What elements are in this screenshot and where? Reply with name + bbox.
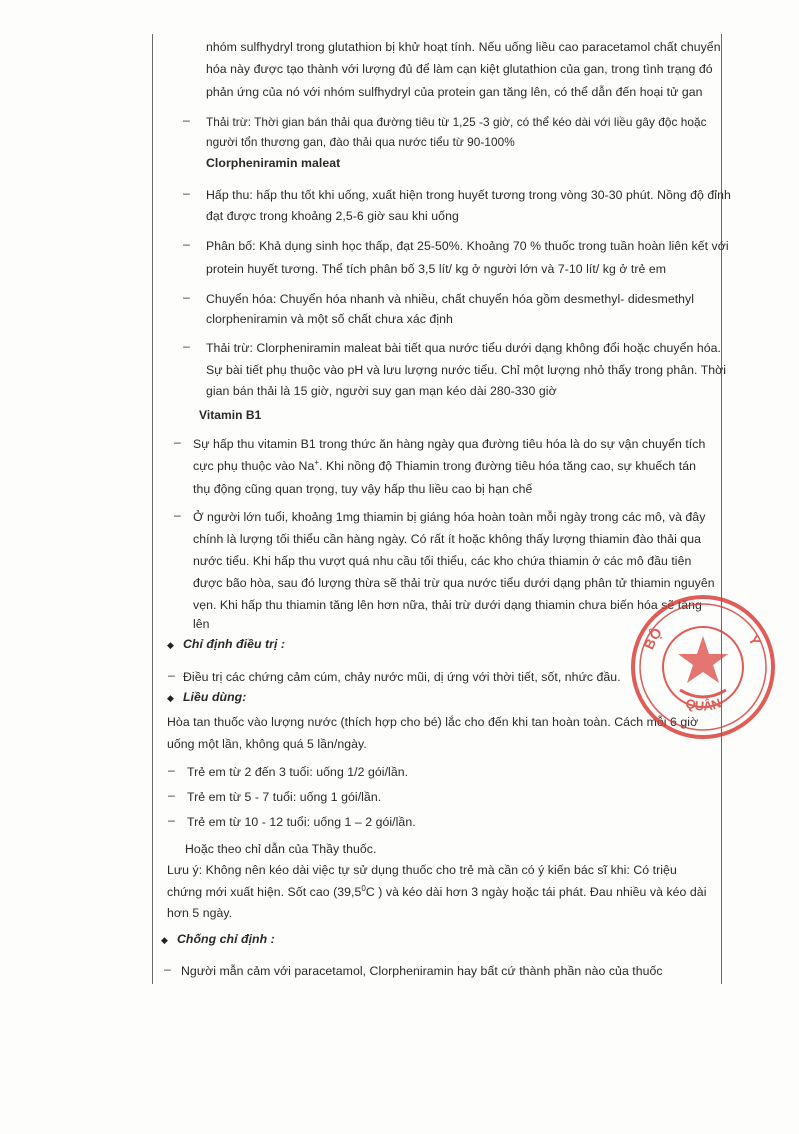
paragraph-line: chính là lượng tối thiểu cần hàng ngày. Có rất ít hoặc không thấy lượng thiamin đào thải qua (193, 532, 701, 546)
paragraph-line: hóa này được tạo thành với lượng đủ để làm cạn kiệt glutathion của gan, trong tình trạng đó (206, 62, 713, 76)
stamp-star-icon (678, 636, 728, 683)
paragraph-line: protein huyết tương. Thể tích phân bố 3,5 lít/ kg ở người lớn và 7-10 lít/ kg ở trẻ em (206, 262, 667, 276)
stamp-text-left: BỘ (640, 624, 666, 652)
diamond-bullet-icon: ◆ (161, 935, 168, 945)
paragraph-line: Hoặc theo chỉ dẫn của Thầy thuốc. (185, 842, 377, 856)
paragraph-line: Thải trừ: Thời gian bán thải qua đường tiêu từ 1,25 -3 giờ, có thể kéo dài với liều gây độc hoặc (206, 115, 707, 129)
paragraph-line: phản ứng của nó với nhóm sulfhydryl của protein gan tăng lên, có thể dẫn đến hoại tử gan (206, 85, 703, 99)
superscript: 0 (361, 883, 366, 893)
dash-bullet: – (168, 763, 175, 777)
dash-bullet: – (168, 813, 175, 827)
paragraph-line-part: chứng mới xuất hiện. Sốt cao (39,5 (167, 885, 362, 899)
section-heading: Vitamin B1 (199, 408, 262, 422)
dash-bullet: – (183, 186, 190, 200)
dash-bullet: – (183, 113, 190, 127)
section-heading: Chống chỉ định : (177, 932, 275, 946)
superscript: + (314, 457, 320, 467)
dash-bullet: – (174, 508, 181, 522)
dash-bullet: – (183, 339, 190, 353)
paragraph-line: Hòa tan thuốc vào lượng nước (thích hợp cho bé) lắc cho đến khi tan hoàn toàn. Cách mỗi 6 giờ (167, 715, 699, 729)
dose-line: Trẻ em từ 10 - 12 tuổi: uống 1 – 2 gói/lần. (187, 815, 416, 829)
dose-line: Trẻ em từ 2 đến 3 tuổi: uống 1/2 gói/lần. (187, 765, 409, 779)
section-heading: Liều dùng: (183, 690, 247, 704)
paragraph-line: được bão hòa, sau đó lượng thừa sẽ thải trừ qua nước tiểu dưới dạng phân tử thiamin nguyên (193, 576, 715, 590)
stamp-emblem-base (680, 690, 726, 697)
paragraph-line: Ở người lớn tuổi, khoảng 1mg thiamin bị giáng hóa hoàn toàn mỗi ngày trong các mô, và đây (193, 510, 706, 524)
paragraph-line: vẹn. Khi hấp thu thiamin tăng lên hơn nữa, thải trừ dưới dạng thiamin chưa biến hóa sẽ tăng (193, 598, 702, 612)
paragraph-line: nhóm sulfhydryl trong glutathion bị khử hoạt tính. Nếu uống liều cao paracetamol chất chuyển (206, 40, 721, 54)
section-heading: Clorpheniramin maleat (206, 156, 341, 170)
paragraph-line-part: cực phụ thuộc vào Na (193, 459, 315, 473)
dose-line: Trẻ em từ 5 - 7 tuổi: uống 1 gói/lần. (187, 790, 382, 804)
paragraph-line (167, 884, 706, 900)
diamond-bullet-icon: ◆ (167, 693, 174, 703)
paragraph-line (193, 458, 696, 474)
paragraph-line-part: C ) và kéo dài hơn 3 ngày hoặc tái phát. Đau nhiều và kéo dài (365, 885, 707, 899)
paragraph-line: Chuyển hóa: Chuyển hóa nhanh và nhiều, chất chuyển hóa gồm desmethyl- didesmethyl (206, 292, 695, 306)
paragraph-line: Phân bố: Khả dụng sinh học thấp, đạt 25-50%. Khoảng 70 % thuốc trong tuần hoàn liên kết với (206, 239, 729, 253)
paragraph-line: clorpheniramin và một số chất chưa xác định (206, 312, 453, 326)
paragraph-line: uống một lần, không quá 5 lần/ngày. (167, 737, 367, 751)
paragraph-line: Thải trừ: Clorpheniramin maleat bài tiết qua nước tiểu dưới dạng không đổi hoặc chuyển hóa. (206, 341, 721, 355)
paragraph-line: hơn 5 ngày. (167, 906, 233, 920)
paragraph-line: gian bán thải là 15 giờ, người suy gan mạn kéo dài 280-330 giờ (206, 384, 557, 398)
paragraph-line: nước tiểu. Khi hấp thu vượt quá nhu cầu tối thiểu, các kho chứa thiamin ở các mô đầu tiên (193, 554, 692, 568)
paragraph-line: Hấp thu: hấp thu tốt khi uống, xuất hiện trong huyết tương trong vòng 30-30 phút. Nồng độ đỉnh (206, 188, 731, 202)
paragraph-line: Sự bài tiết phụ thuộc vào pH và lưu lượng nước tiểu. Chỉ một lượng nhỏ thấy trong phân. Thời (206, 363, 727, 377)
dash-bullet: – (168, 668, 175, 682)
paragraph-line: Người mẫn cảm với paracetamol, Clorpheniramin hay bất cứ thành phần nào của thuốc (181, 964, 663, 978)
official-stamp (628, 592, 778, 742)
paragraph-line: Sự hấp thu vitamin B1 trong thức ăn hàng ngày qua đường tiêu hóa là do sự vận chuyển tích (193, 437, 706, 451)
paragraph-line: lên (193, 617, 210, 631)
stamp-text-bottom: QUÂN (683, 695, 723, 714)
stamp-text-right: Y (745, 632, 764, 649)
dash-bullet: – (183, 290, 190, 304)
paragraph-line: Lưu ý: Không nên kéo dài việc tự sử dụng thuốc cho trẻ mà cần có ý kiến bác sĩ khi: Có triệu (167, 863, 677, 877)
dash-bullet: – (174, 435, 181, 449)
diamond-bullet-icon: ◆ (167, 640, 174, 650)
paragraph-line: thụ động cũng quan trọng, tuy vậy hấp thu liều cao bị hạn chế (193, 482, 533, 496)
paragraph-line-part: . Khi nồng độ Thiamin trong đường tiêu hóa tăng cao, sự khuếch tán (319, 459, 697, 473)
section-heading: Chỉ định điều trị : (183, 637, 286, 651)
dash-bullet: – (168, 788, 175, 802)
paragraph-line: người tổn thương gan, đào thải qua nước tiểu từ 90-100% (206, 135, 515, 149)
paragraph-line: Điều trị các chứng cảm cúm, chảy nước mũi, dị ứng với thời tiết, sốt, nhức đầu. (183, 670, 621, 684)
dash-bullet: – (164, 962, 171, 976)
paragraph-line: đạt được trong khoảng 2,5-6 giờ sau khi uống (206, 209, 459, 223)
dash-bullet: – (183, 237, 190, 251)
